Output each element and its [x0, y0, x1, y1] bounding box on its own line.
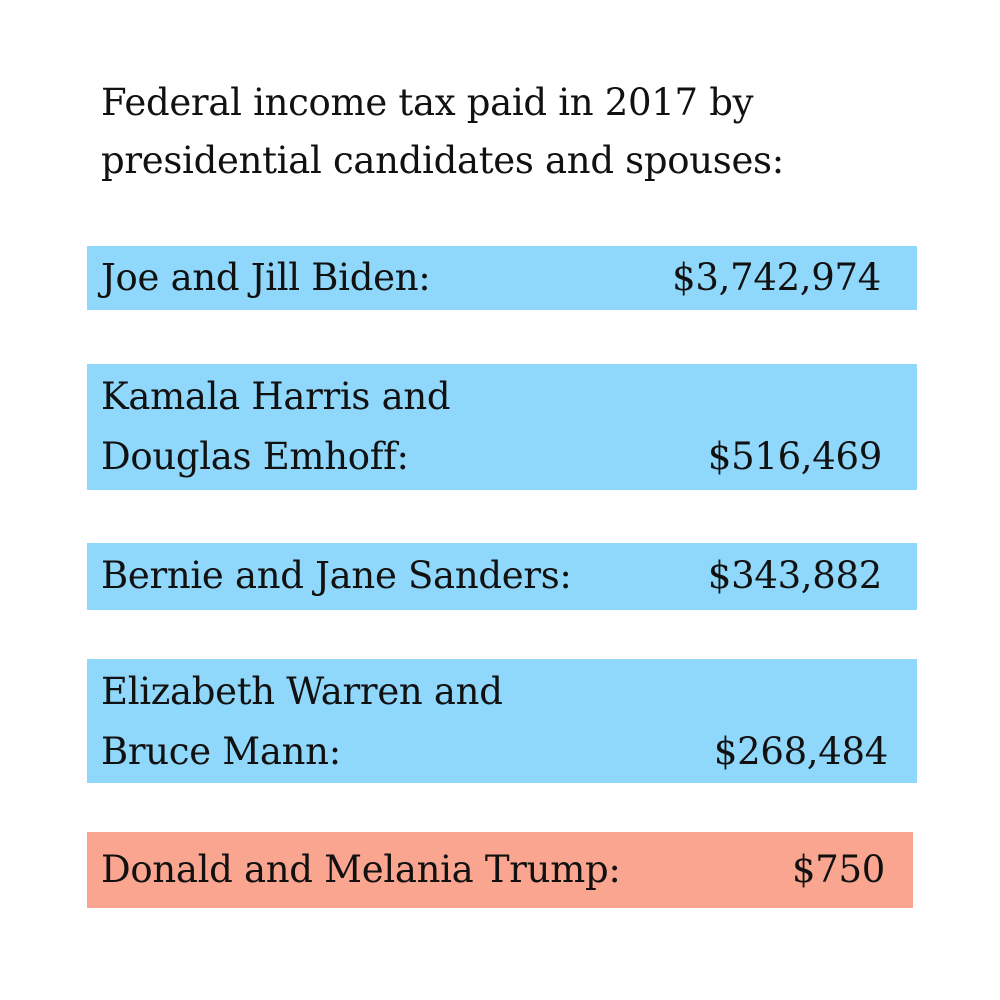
row-name — [101, 845, 621, 895]
row-name — [101, 367, 450, 487]
tax-row-sanders — [87, 543, 917, 610]
row-name-line-1: Elizabeth Warren and — [101, 670, 503, 713]
row-name-line-1: Joe and Jill Biden: — [101, 256, 431, 299]
row-name — [101, 662, 503, 782]
row-name-line-2: Douglas Emhoff: — [101, 435, 409, 478]
page-title — [101, 74, 921, 190]
tax-row-warren — [87, 659, 917, 783]
tax-row-biden — [87, 246, 917, 310]
row-name-line-1: Donald and Melania Trump: — [101, 848, 621, 891]
tax-row-trump — [87, 832, 913, 908]
title-line-1: Federal income tax paid in 2017 by — [101, 81, 754, 124]
row-name — [101, 552, 572, 600]
row-amount: $343,882 — [707, 554, 882, 597]
row-amount: $3,742,974 — [672, 256, 881, 299]
row-name-line-2: Bruce Mann: — [101, 730, 341, 773]
row-name — [101, 254, 430, 302]
tax-row-harris — [87, 364, 917, 490]
row-name-line-1: Bernie and Jane Sanders: — [101, 554, 572, 597]
row-amount: $516,469 — [707, 435, 882, 478]
row-amount: $750 — [792, 848, 885, 891]
row-amount: $268,484 — [713, 730, 888, 773]
title-line-2: presidential candidates and spouses: — [101, 139, 784, 182]
row-name-line-1: Kamala Harris and — [101, 375, 451, 418]
